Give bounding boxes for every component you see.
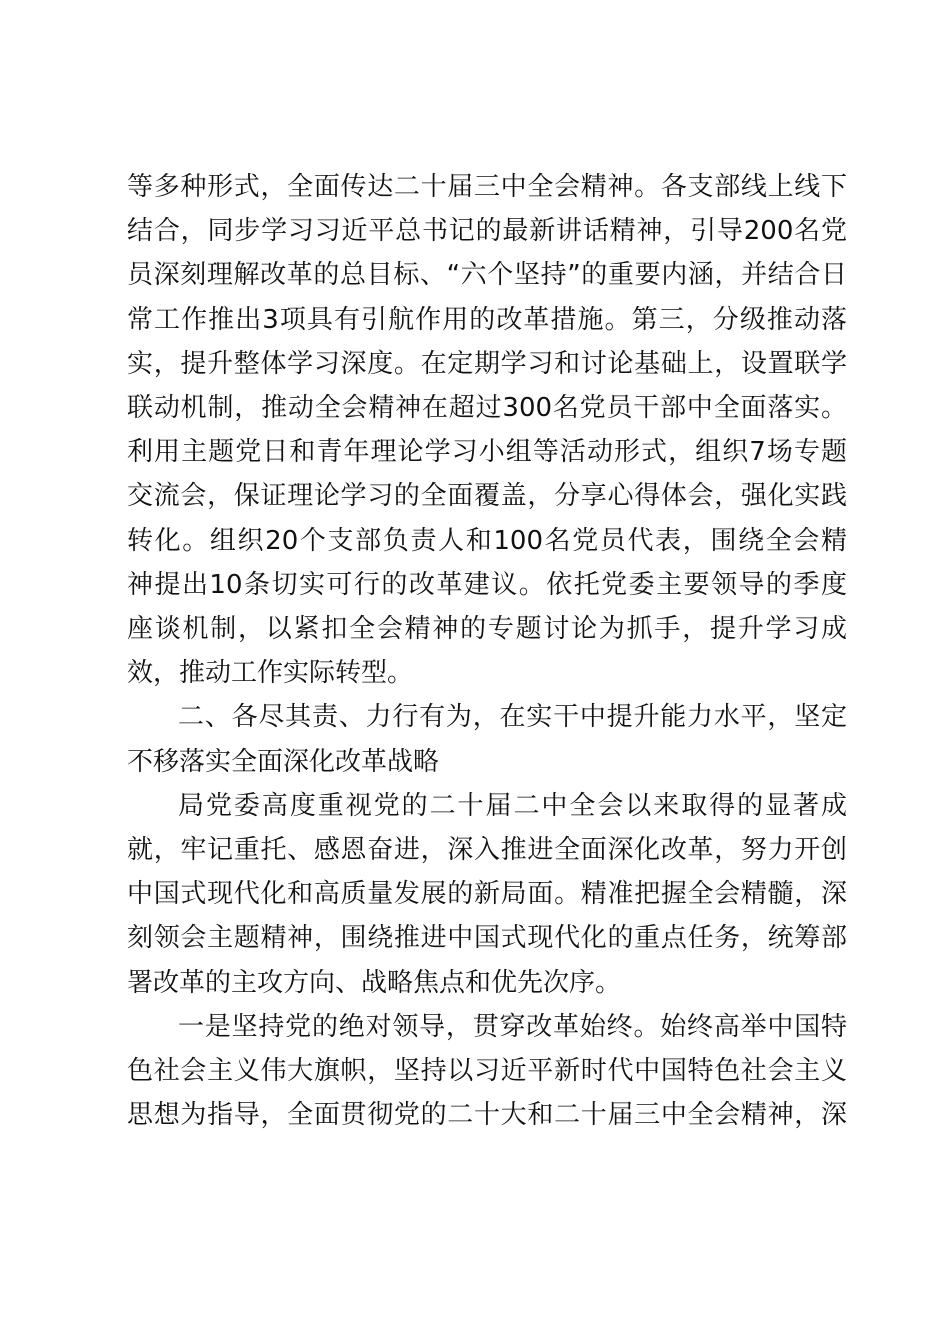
text-line: 神提出10条切实可行的改革建议。依托党委主要领导的季度: [127, 570, 847, 600]
text-line: 一是坚持党的绝对领导，贯穿改革始终。始终高举中国特: [178, 1012, 847, 1042]
text-line: 利用主题党日和青年理论学习小组等活动形式，组织7场专题: [127, 437, 847, 467]
text-line: 刻领会主题精神，围绕推进中国式现代化的重点任务，统筹部: [127, 923, 847, 953]
text-line: 效，推动工作实际转型。: [127, 658, 414, 688]
text-line: 就，牢记重托、感恩奋进，深入推进全面深化改革，努力开创: [127, 835, 847, 865]
text-line: 等多种形式，全面传达二十届三中全会精神。各支部线上线下: [127, 172, 847, 202]
section-heading-line: 不移落实全面深化改革战略: [127, 747, 440, 777]
text-line: 转化。组织20个支部负责人和100名党员代表，围绕全会精: [127, 526, 847, 556]
text-line: 结合，同步学习习近平总书记的最新讲话精神，引导200名党: [127, 216, 847, 246]
text-line: 实，提升整体学习深度。在定期学习和讨论基础上，设置联学: [127, 349, 847, 379]
text-line: 常工作推出3项具有引航作用的改革措施。第三，分级推动落: [127, 305, 847, 335]
text-line: 色社会主义伟大旗帜，坚持以习近平新时代中国特色社会主义: [127, 1056, 847, 1086]
text-line: 署改革的主攻方向、战略焦点和优先次序。: [127, 968, 622, 998]
text-line: 局党委高度重视党的二十届二中全会以来取得的显著成: [178, 791, 847, 821]
text-line: 员深刻理解改革的总目标、“六个坚持”的重要内涵，并结合日: [127, 260, 847, 290]
text-line: 交流会，保证理论学习的全面覆盖，分享心得体会，强化实践: [127, 481, 847, 511]
text-line: 联动机制，推动全会精神在超过300名党员干部中全面落实。: [127, 393, 847, 423]
text-line: 思想为指导，全面贯彻党的二十大和二十届三中全会精神，深: [127, 1100, 847, 1130]
text-line: 座谈机制，以紧扣全会精神的专题讨论为抓手，提升学习成: [127, 614, 847, 644]
text-line: 中国式现代化和高质量发展的新局面。精准把握全会精髓，深: [127, 879, 847, 909]
section-heading-line: 二、各尽其责、力行有为，在实干中提升能力水平，坚定: [178, 702, 847, 732]
